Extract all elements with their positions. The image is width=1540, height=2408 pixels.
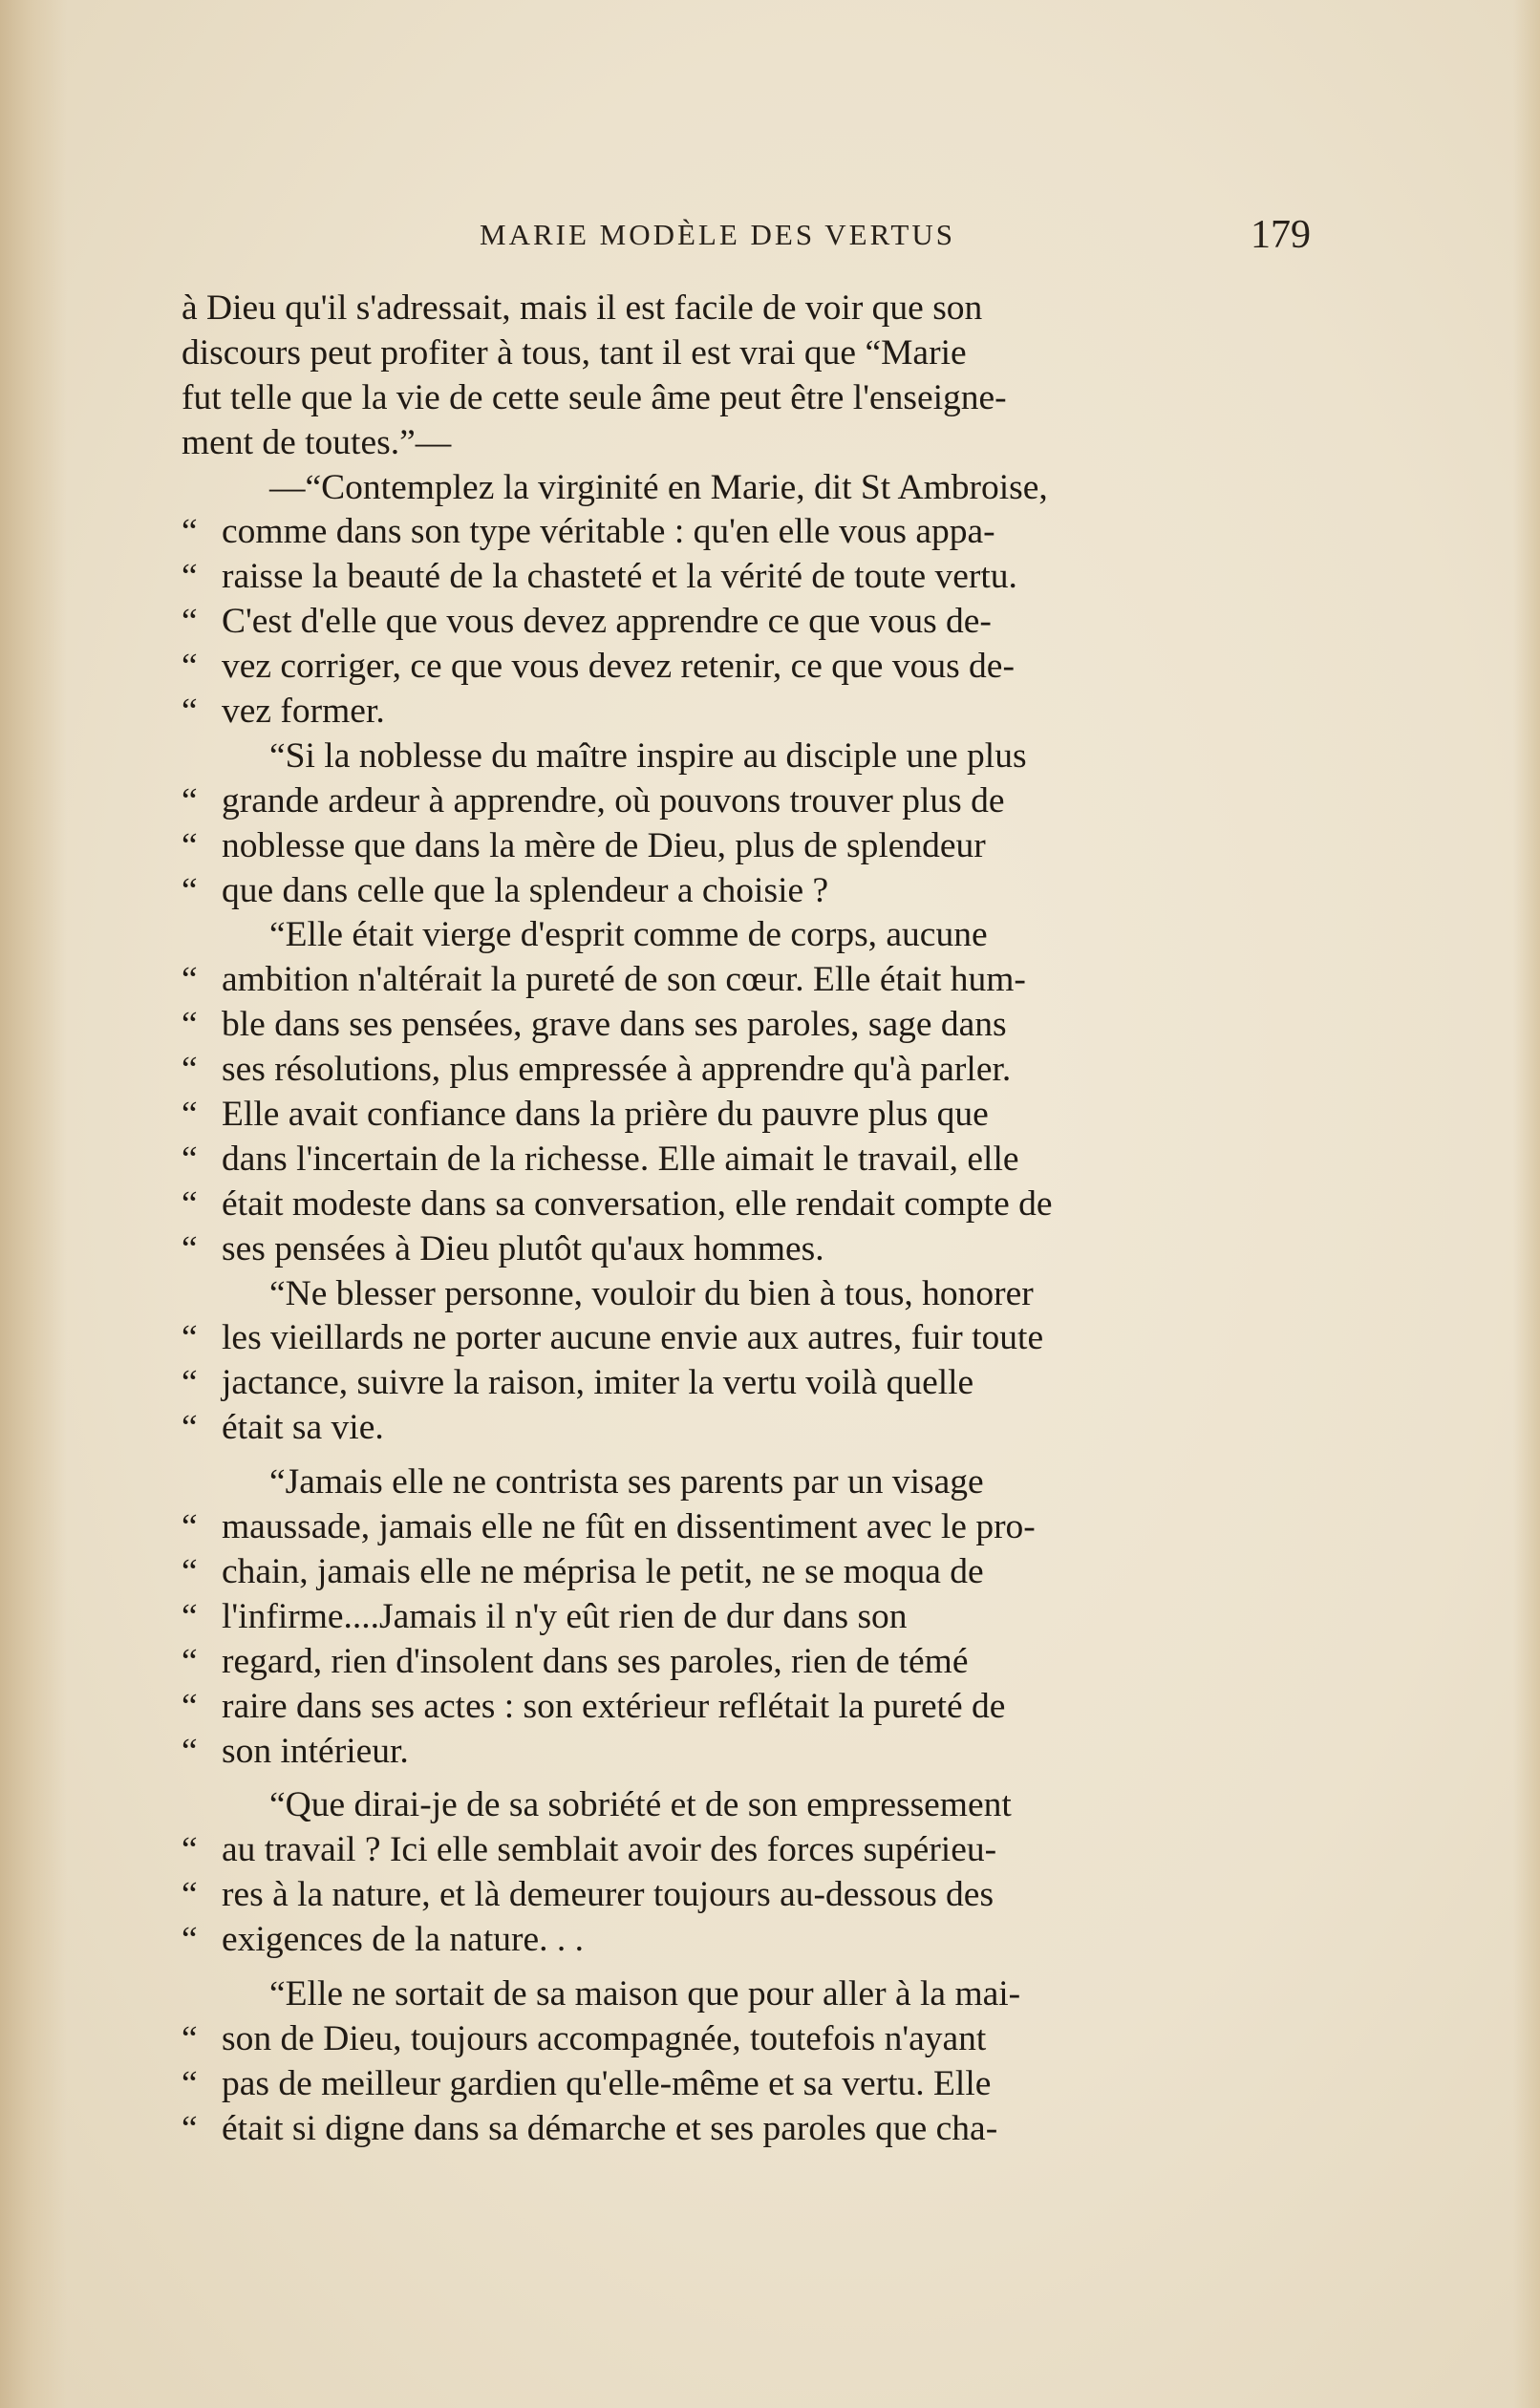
text-line	[182, 1595, 1307, 1640]
quote-mark: “	[182, 870, 198, 910]
line-text: raire dans ses actes : son extérieur reflétait la pureté de	[222, 1686, 1006, 1726]
quote-mark: “	[182, 1005, 198, 1045]
quote-mark: “	[182, 1363, 198, 1403]
quote-mark: “	[182, 2108, 198, 2148]
body-text	[182, 287, 1307, 2152]
line-text: que dans celle que la splendeur a choisie ?	[222, 870, 829, 910]
text-line	[182, 1406, 1307, 1451]
text-line	[182, 2062, 1307, 2107]
text-line	[182, 1918, 1307, 1963]
text-line	[182, 1828, 1307, 1873]
quote-mark: “	[182, 1551, 198, 1591]
line-text: pas de meilleur gardien qu'elle-même et sa vertu. Elle	[222, 2063, 992, 2103]
text-line	[182, 1550, 1307, 1595]
quote-mark: “	[182, 1050, 198, 1090]
line-text: fut telle que la vie de cette seule âme peut être l'enseigne-	[182, 377, 1007, 417]
line-text: comme dans son type véritable : qu'en elle vous appa-	[222, 512, 995, 552]
quote-mark: “	[182, 1641, 198, 1681]
text-line	[182, 1183, 1307, 1227]
line-text: “Si la noblesse du maître inspire au disciple une plus	[269, 735, 1027, 776]
quote-mark: “	[182, 1596, 198, 1636]
line-text: regard, rien d'insolent dans ses paroles, rien de témé	[222, 1641, 969, 1681]
line-text: exigences de la nature. . .	[222, 1920, 584, 1960]
text-line	[182, 331, 1307, 376]
text-line	[182, 1048, 1307, 1093]
text-line	[182, 2107, 1307, 2152]
line-text: C'est d'elle que vous devez apprendre ce que vous de-	[222, 602, 992, 642]
text-line	[182, 376, 1307, 421]
line-text: grande ardeur à apprendre, où pouvons trouver plus de	[222, 780, 1005, 820]
line-text: ambition n'altérait la pureté de son cœur. Elle était hum-	[222, 960, 1026, 1000]
text-line	[182, 1873, 1307, 1918]
line-text: son intérieur.	[222, 1731, 409, 1771]
quote-mark: “	[182, 1318, 198, 1358]
quote-mark: “	[182, 1686, 198, 1726]
quote-mark: “	[182, 1183, 198, 1224]
text-line	[182, 690, 1307, 735]
quote-mark: “	[182, 1731, 198, 1771]
line-text: “Ne blesser personne, vouloir du bien à tous, honorer	[269, 1273, 1034, 1313]
quote-mark: “	[182, 825, 198, 865]
text-line	[182, 555, 1307, 600]
page-shadow-right	[1513, 0, 1540, 2408]
text-line	[182, 824, 1307, 869]
quote-mark: “	[182, 647, 198, 687]
quote-mark: “	[182, 780, 198, 820]
line-text: noblesse que dans la mère de Dieu, plus de splendeur	[222, 825, 986, 865]
line-text: “Elle était vierge d'esprit comme de corps, aucune	[269, 915, 988, 955]
line-text: ses pensées à Dieu plutôt qu'aux hommes.	[222, 1228, 824, 1268]
text-line	[182, 779, 1307, 824]
line-text: ses résolutions, plus empressée à apprendre qu'à parler.	[222, 1050, 1012, 1090]
line-text: vez former.	[222, 692, 385, 732]
text-line	[182, 645, 1307, 690]
line-text: au travail ? Ici elle semblait avoir des forces supérieu-	[222, 1830, 997, 1870]
line-text: l'infirme....Jamais il n'y eût rien de dur dans son	[222, 1596, 908, 1636]
quote-mark: “	[182, 557, 198, 597]
text-line	[182, 1783, 1307, 1828]
line-text: Elle avait confiance dans la prière du pauvre plus que	[222, 1095, 989, 1135]
line-text: ble dans ses pensées, grave dans ses paroles, sage dans	[222, 1005, 1007, 1045]
text-line	[182, 1227, 1307, 1272]
page-shadow-left	[0, 0, 67, 2408]
text-line	[182, 2017, 1307, 2062]
line-text: ment de toutes.”—	[182, 422, 452, 462]
text-line	[182, 287, 1307, 331]
text-line	[182, 1003, 1307, 1048]
text-line	[182, 1316, 1307, 1361]
text-line	[182, 958, 1307, 1003]
line-text: raisse la beauté de la chasteté et la vérité de toute vertu.	[222, 557, 1017, 597]
text-line	[182, 1361, 1307, 1406]
line-text: —“Contemplez la virginité en Marie, dit St Ambroise,	[269, 467, 1048, 507]
line-text: chain, jamais elle ne méprisa le petit, ne se moqua de	[222, 1551, 984, 1591]
text-line	[182, 600, 1307, 645]
quote-mark: “	[182, 1408, 198, 1448]
quote-mark: “	[182, 2018, 198, 2058]
quote-mark: “	[182, 1875, 198, 1915]
line-text: les vieillards ne porter aucune envie aux autres, fuir toute	[222, 1318, 1044, 1358]
line-text: dans l'incertain de la richesse. Elle aimait le travail, elle	[222, 1139, 1019, 1179]
line-text: “Elle ne sortait de sa maison que pour aller à la mai-	[269, 1973, 1021, 2014]
quote-mark: “	[182, 602, 198, 642]
line-text: “Que dirai-je de sa sobriété et de son empressement	[269, 1785, 1012, 1825]
text-line	[182, 1272, 1307, 1317]
running-title: MARIE MODÈLE DES VERTUS	[480, 218, 955, 251]
text-line	[182, 1138, 1307, 1183]
text-line	[182, 1093, 1307, 1138]
text-line	[182, 510, 1307, 555]
quote-mark: “	[182, 692, 198, 732]
line-text: res à la nature, et là demeurer toujours au-dessous des	[222, 1875, 995, 1915]
quote-mark: “	[182, 1095, 198, 1135]
text-line	[182, 1505, 1307, 1550]
line-text: “Jamais elle ne contrista ses parents par un visage	[269, 1462, 984, 1502]
text-line	[182, 421, 1307, 466]
line-text: discours peut profiter à tous, tant il est vrai que “Marie	[182, 332, 967, 373]
line-text: jactance, suivre la raison, imiter la vertu voilà quelle	[222, 1363, 974, 1403]
page-number: 179	[1251, 213, 1311, 257]
text-line	[182, 1685, 1307, 1730]
quote-mark: “	[182, 1139, 198, 1179]
text-line	[182, 735, 1307, 779]
quote-mark: “	[182, 960, 198, 1000]
text-line	[182, 869, 1307, 914]
line-text: était si digne dans sa démarche et ses paroles que cha-	[222, 2108, 998, 2148]
quote-mark: “	[182, 1830, 198, 1870]
line-text: à Dieu qu'il s'adressait, mais il est facile de voir que son	[182, 288, 983, 328]
quote-mark: “	[182, 2063, 198, 2103]
text-line	[182, 1972, 1307, 2017]
line-text: était modeste dans sa conversation, elle rendait compte de	[222, 1183, 1053, 1224]
text-line	[182, 1730, 1307, 1775]
text-line	[182, 466, 1307, 511]
line-text: son de Dieu, toujours accompagnée, toutefois n'ayant	[222, 2018, 987, 2058]
line-text: était sa vie.	[222, 1408, 384, 1448]
quote-mark: “	[182, 1228, 198, 1268]
line-text: vez corriger, ce que vous devez retenir, ce que vous de-	[222, 647, 1015, 687]
text-line	[182, 913, 1307, 958]
line-text: maussade, jamais elle ne fût en dissentiment avec le pro-	[222, 1507, 1036, 1547]
quote-mark: “	[182, 1507, 198, 1547]
quote-mark: “	[182, 1920, 198, 1960]
quote-mark: “	[182, 512, 198, 552]
text-line	[182, 1460, 1307, 1505]
page-header	[182, 212, 1318, 269]
text-line	[182, 1640, 1307, 1685]
